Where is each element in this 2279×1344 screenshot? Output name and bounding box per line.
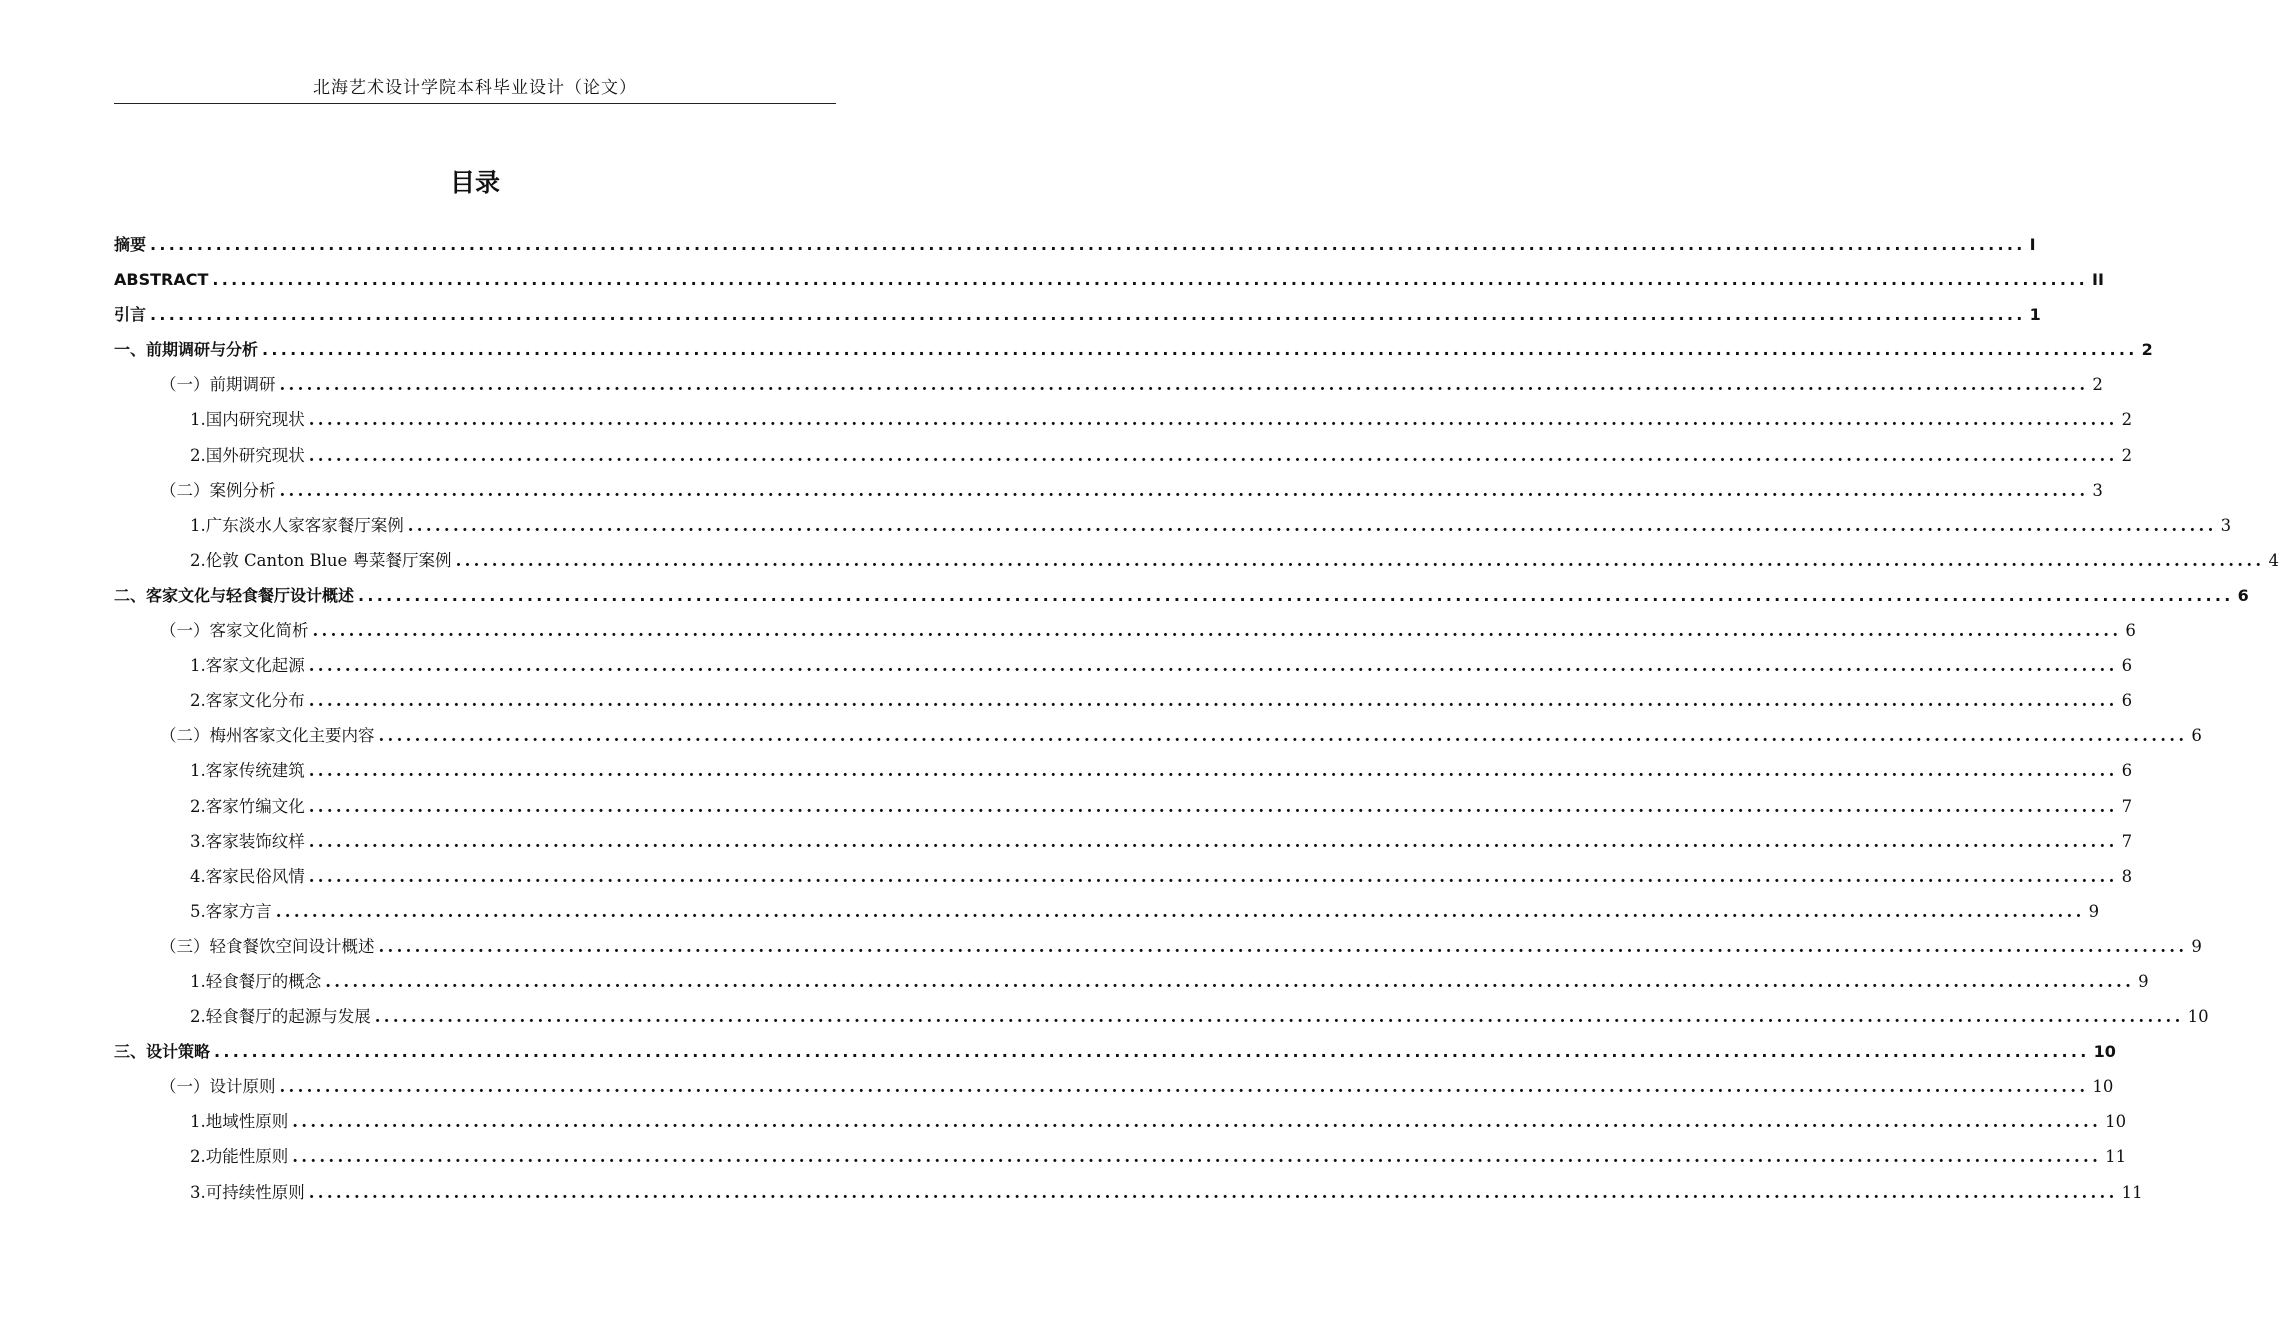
toc-entry-page-number: 6 xyxy=(2121,691,2133,711)
toc-dot-leader: ........................................................................................................................................................................................................ xyxy=(455,550,2265,570)
toc-dot-leader: ........................................................................................................................................................................................................ xyxy=(279,480,2089,500)
toc-entry-label: 1.广东淡水人家客家餐厅案例 xyxy=(190,515,404,535)
toc-entry-label: 1.地域性原则 xyxy=(190,1112,289,1132)
toc-entry-page-number: 10 xyxy=(2092,1077,2114,1097)
toc-entry[interactable] xyxy=(114,513,2232,548)
toc-entry-page-number: 10 xyxy=(2187,1007,2209,1027)
page-title: 目录 xyxy=(449,168,500,197)
toc-dot-leader: ........................................................................................................................................................................................................ xyxy=(308,796,2118,816)
toc-entry[interactable] xyxy=(114,548,2279,583)
toc-entry[interactable] xyxy=(114,829,2133,864)
toc-dot-leader: ........................................................................................................................................................................................................ xyxy=(214,1042,2090,1062)
toc-dot-leader: ........................................................................................................................................................................................................ xyxy=(308,656,2118,676)
toc-entry-label: 2.伦敦 Canton Blue 粤菜餐厅案例 xyxy=(190,550,452,570)
toc-dot-leader: ........................................................................................................................................................................................................ xyxy=(308,1182,2118,1202)
toc-dot-leader: ........................................................................................................................................................................................................ xyxy=(262,340,2138,360)
toc-entry-label: （一）客家文化简析 xyxy=(160,621,309,641)
toc-entry-page-number: 9 xyxy=(2191,936,2202,956)
toc-entry[interactable] xyxy=(114,583,2249,618)
toc-dot-leader: ........................................................................................................................................................................................................ xyxy=(292,1147,2102,1167)
toc-entry-page-number: II xyxy=(2092,270,2104,290)
toc-entry[interactable] xyxy=(114,1004,2209,1039)
toc-entry[interactable] xyxy=(114,443,2133,478)
toc-dot-leader: ........................................................................................................................................................................................................ xyxy=(358,585,2234,605)
toc-entry-page-number: 6 xyxy=(2125,621,2136,641)
toc-entry[interactable] xyxy=(114,1144,2127,1179)
toc-entry-label: 2.轻食餐厅的起源与发展 xyxy=(190,1007,371,1027)
toc-entry[interactable] xyxy=(114,1180,2143,1215)
toc-entry-page-number: 2 xyxy=(2121,410,2133,430)
toc-entry-page-number: 2 xyxy=(2141,340,2153,360)
toc-entry-label: 2.客家文化分布 xyxy=(190,691,305,711)
toc-entry-label: （一）前期调研 xyxy=(160,375,276,395)
toc-entry-page-number: 4 xyxy=(2268,550,2279,570)
toc-entry-page-number: 11 xyxy=(2105,1147,2127,1167)
toc-entry-label: 1.国内研究现状 xyxy=(190,410,305,430)
toc-entry[interactable] xyxy=(114,372,2103,407)
toc-entry[interactable] xyxy=(114,618,2136,653)
toc-dot-leader: ........................................................................................................................................................................................................ xyxy=(308,410,2118,430)
toc-entry[interactable] xyxy=(114,794,2133,829)
toc-entry[interactable] xyxy=(114,969,2149,1004)
toc-entry-page-number: 6 xyxy=(2121,656,2133,676)
table-of-contents xyxy=(114,232,2279,1215)
toc-dot-leader: ........................................................................................................................................................................................................ xyxy=(150,235,2026,254)
toc-entry-page-number: 6 xyxy=(2237,585,2249,605)
toc-entry[interactable] xyxy=(114,232,2036,267)
toc-entry[interactable] xyxy=(114,723,2202,758)
toc-entry-page-number: 2 xyxy=(2121,445,2133,465)
toc-entry-page-number: 2 xyxy=(2092,375,2103,395)
toc-entry-label: 1.客家文化起源 xyxy=(190,656,305,676)
toc-entry-page-number: 11 xyxy=(2121,1182,2143,1202)
toc-dot-leader: ........................................................................................................................................................................................................ xyxy=(308,831,2118,851)
toc-entry-label: （一）设计原则 xyxy=(160,1077,276,1097)
toc-dot-leader: ........................................................................................................................................................................................................ xyxy=(308,866,2118,886)
toc-entry-page-number: 8 xyxy=(2121,866,2133,886)
running-header: 北海艺术设计学院本科毕业设计（论文） xyxy=(313,78,637,98)
toc-dot-leader: ........................................................................................................................................................................................................ xyxy=(325,971,2135,991)
toc-entry-label: 1.客家传统建筑 xyxy=(190,761,305,781)
toc-entry-label: 3.可持续性原则 xyxy=(190,1182,305,1202)
toc-entry-label: 摘要 xyxy=(114,235,147,254)
toc-entry[interactable] xyxy=(114,934,2202,969)
toc-dot-leader: ........................................................................................................................................................................................................ xyxy=(308,445,2118,465)
toc-entry-label: （二）梅州客家文化主要内容 xyxy=(160,726,375,746)
toc-entry[interactable] xyxy=(114,653,2133,688)
toc-entry[interactable] xyxy=(114,1109,2127,1144)
toc-entry[interactable] xyxy=(114,478,2103,513)
toc-entry-page-number: 3 xyxy=(2220,515,2232,535)
toc-dot-leader: ........................................................................................................................................................................................................ xyxy=(279,1077,2089,1097)
toc-dot-leader: ........................................................................................................................................................................................................ xyxy=(308,761,2118,781)
toc-entry[interactable] xyxy=(114,407,2133,442)
toc-entry[interactable] xyxy=(114,1074,2114,1109)
toc-entry-page-number: 9 xyxy=(2138,971,2149,991)
toc-entry-label: 2.国外研究现状 xyxy=(190,445,305,465)
toc-entry-label: 二、客家文化与轻食餐厅设计概述 xyxy=(114,585,355,605)
toc-entry-label: （三）轻食餐饮空间设计概述 xyxy=(160,936,375,956)
toc-entry-label: 2.功能性原则 xyxy=(190,1147,289,1167)
toc-entry-page-number: 10 xyxy=(2105,1112,2127,1132)
toc-entry-page-number: 9 xyxy=(2088,901,2100,921)
toc-entry-label: ABSTRACT xyxy=(114,270,209,290)
toc-entry-page-number: 3 xyxy=(2092,480,2103,500)
toc-entry-page-number: 10 xyxy=(2093,1042,2116,1062)
toc-entry-page-number: 6 xyxy=(2191,726,2202,746)
toc-entry-label: 5.客家方言 xyxy=(190,901,272,921)
toc-entry[interactable] xyxy=(114,899,2100,934)
toc-entry-label: （二）案例分析 xyxy=(160,480,276,500)
toc-entry[interactable] xyxy=(114,1039,2116,1074)
toc-entry[interactable] xyxy=(114,864,2133,899)
toc-dot-leader: ........................................................................................................................................................................................................ xyxy=(374,1007,2184,1027)
toc-entry-label: 一、前期调研与分析 xyxy=(114,340,259,360)
toc-dot-leader: ........................................................................................................................................................................................................ xyxy=(378,936,2188,956)
toc-entry-label: 4.客家民俗风情 xyxy=(190,866,305,886)
toc-entry[interactable] xyxy=(114,302,2041,337)
toc-dot-leader: ........................................................................................................................................................................................................ xyxy=(275,901,2085,921)
toc-dot-leader: ........................................................................................................................................................................................................ xyxy=(292,1112,2102,1132)
toc-entry-label: 3.客家装饰纹样 xyxy=(190,831,305,851)
toc-dot-leader: ........................................................................................................................................................................................................ xyxy=(378,726,2188,746)
toc-dot-leader: ........................................................................................................................................................................................................ xyxy=(308,691,2118,711)
header-rule xyxy=(114,103,836,104)
toc-entry[interactable] xyxy=(114,267,2104,302)
toc-entry-label: 引言 xyxy=(114,305,147,325)
toc-entry-label: 三、设计策略 xyxy=(114,1042,211,1062)
toc-entry[interactable] xyxy=(114,688,2133,723)
toc-entry-page-number: 1 xyxy=(2029,305,2041,325)
toc-dot-leader: ........................................................................................................................................................................................................ xyxy=(407,515,2217,535)
toc-dot-leader: ........................................................................................................................................................................................................ xyxy=(279,375,2089,395)
toc-entry-label: 2.客家竹编文化 xyxy=(190,796,305,816)
toc-entry-label: 1.轻食餐厅的概念 xyxy=(190,971,322,991)
toc-entry[interactable] xyxy=(114,758,2133,793)
toc-entry[interactable] xyxy=(114,337,2153,372)
toc-entry-page-number: 7 xyxy=(2121,796,2133,816)
toc-entry-page-number: I xyxy=(2029,235,2036,254)
toc-dot-leader: ........................................................................................................................................................................................................ xyxy=(150,305,2026,325)
toc-dot-leader: ........................................................................................................................................................................................................ xyxy=(312,621,2122,641)
toc-entry-page-number: 6 xyxy=(2121,761,2133,781)
toc-entry-page-number: 7 xyxy=(2121,831,2133,851)
toc-dot-leader: ........................................................................................................................................................................................................ xyxy=(212,270,2088,290)
